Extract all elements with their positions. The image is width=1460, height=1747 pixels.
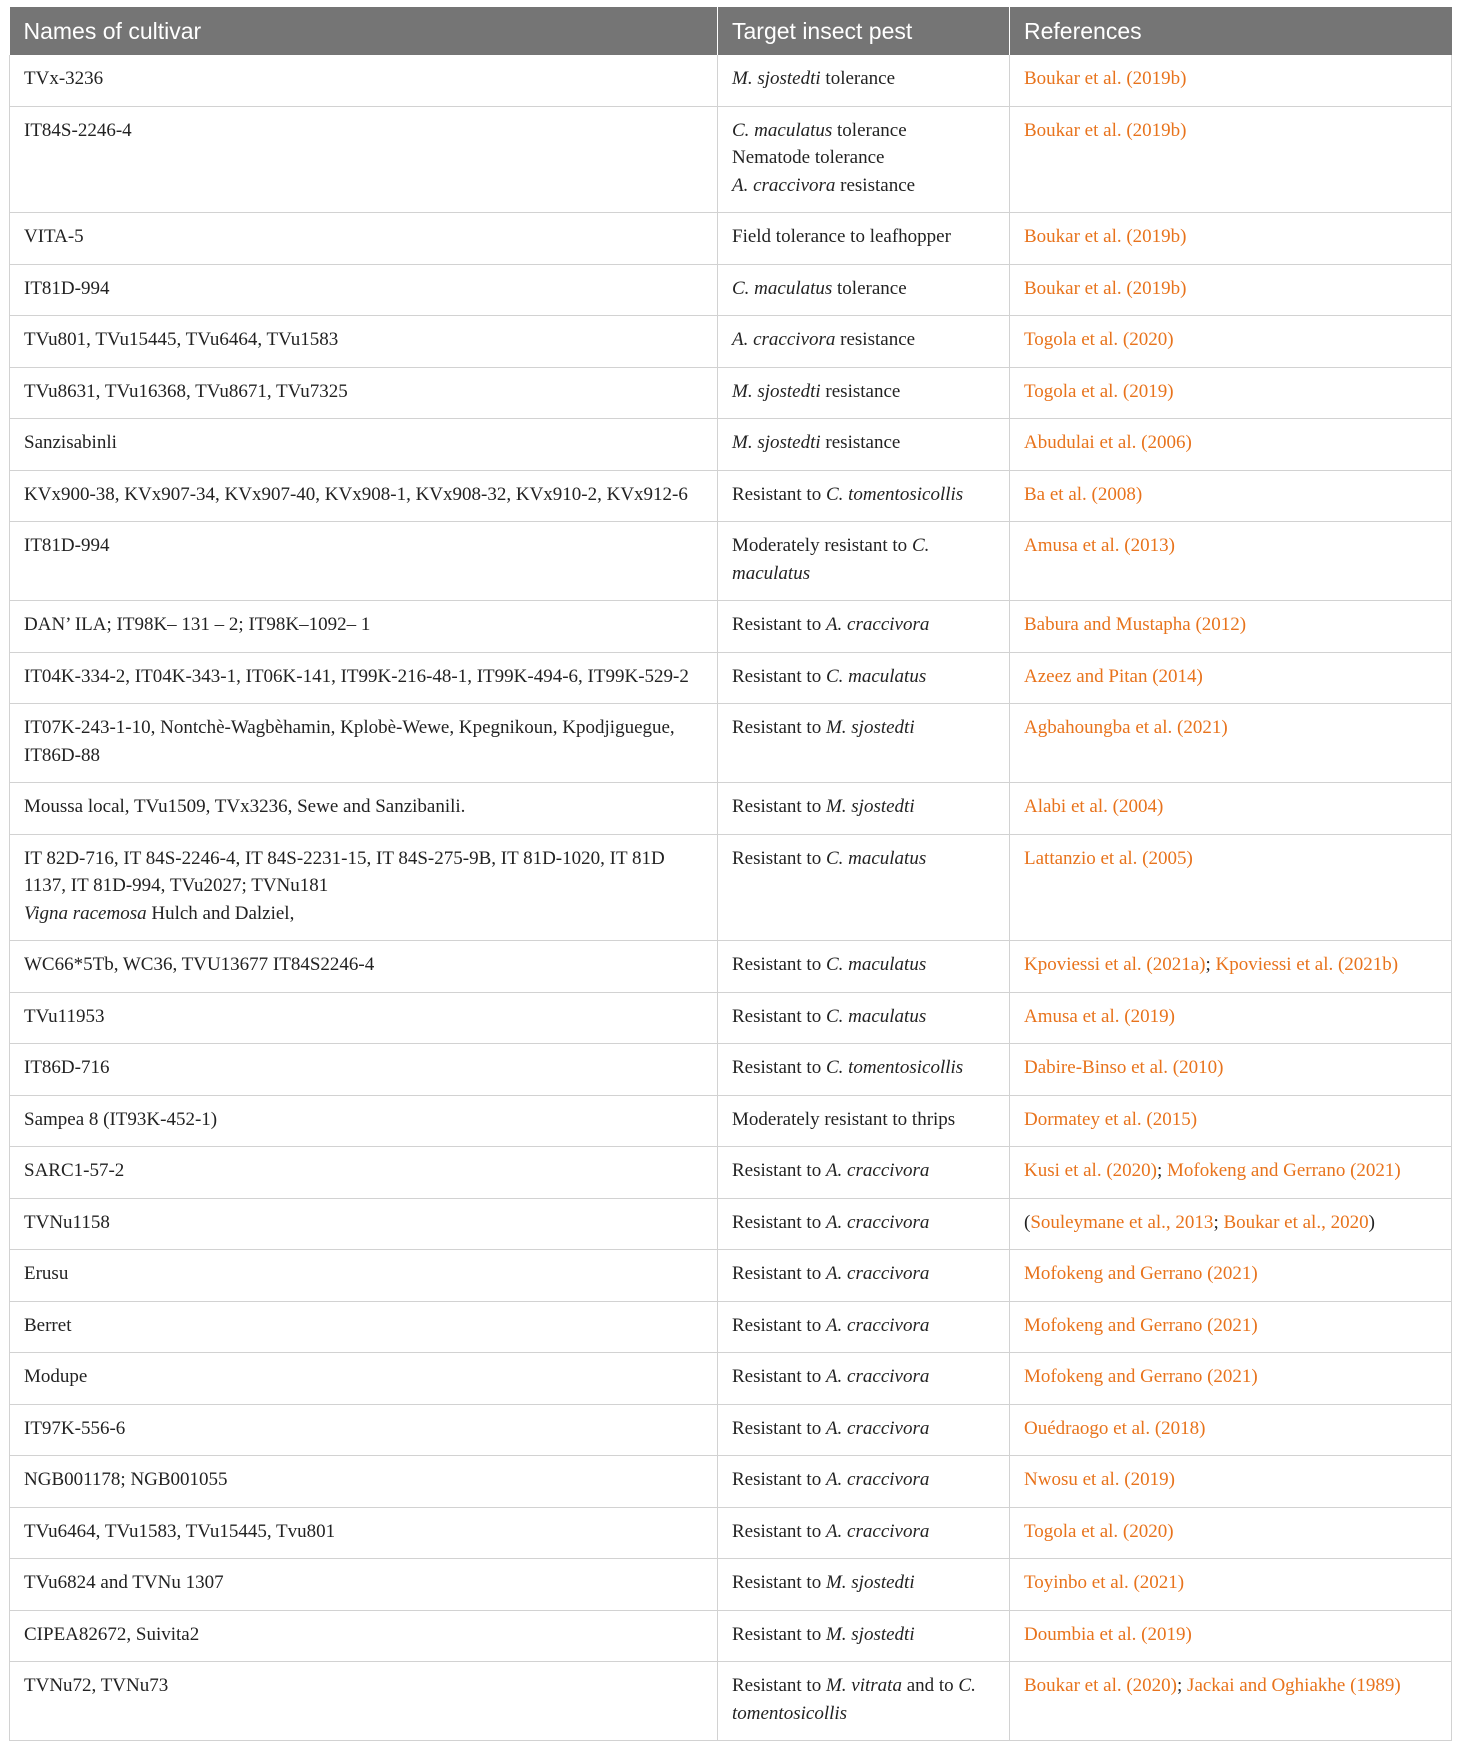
reference-link[interactable]: Boukar et al., 2020 [1223, 1211, 1369, 1233]
references-cell [1010, 1610, 1452, 1662]
references-cell [1010, 704, 1452, 783]
pest-text: Resistant to [732, 1314, 826, 1336]
reference-link[interactable]: Amusa et al. (2019) [1024, 1005, 1175, 1027]
table-row [10, 1507, 1452, 1559]
cultivar-cell [10, 1250, 718, 1302]
target-pest-cell [718, 55, 1010, 106]
table-row [10, 367, 1452, 419]
reference-link[interactable]: Ouédraogo et al. (2018) [1024, 1417, 1206, 1439]
references-cell [1010, 1198, 1452, 1250]
target-pest-cell [718, 1198, 1010, 1250]
pest-species: A. craccivora [825, 1520, 930, 1542]
pest-text: Resistant to [732, 1057, 826, 1078]
pest-text: Resistant to [732, 1263, 826, 1284]
cultivar-cell [10, 1044, 718, 1096]
target-pest-cell [718, 1301, 1010, 1353]
target-pest-cell [718, 652, 1010, 704]
references-cell [1010, 264, 1452, 316]
reference-link[interactable]: Dabire-Binso et al. (2010) [1024, 1057, 1224, 1078]
references-cell [1010, 601, 1452, 653]
pest-text: Resistant to [732, 483, 826, 505]
table-row [10, 1250, 1452, 1302]
reference-link[interactable]: Kpoviessi et al. (2021b) [1215, 954, 1399, 975]
pest-species: M. vitrata [825, 1675, 902, 1696]
references-cell [1010, 213, 1452, 265]
pest-line [732, 65, 995, 93]
references-cell [1010, 941, 1452, 993]
reference-link[interactable]: Agbahoungba et al. (2021) [1024, 717, 1228, 738]
cultivar-name: IT84S-2246-4 [24, 119, 132, 141]
pest-line [732, 429, 995, 457]
pest-line [732, 1312, 995, 1340]
cultivar-name: Moussa local, TVu1509, TVx3236, Sewe and Sanzibanili. [24, 796, 466, 817]
table-row [10, 1456, 1452, 1508]
reference-separator: ) [1368, 1211, 1375, 1233]
pest-line [732, 1003, 995, 1031]
pest-text: resistance [820, 432, 901, 453]
cultivar-cell [10, 1301, 718, 1353]
reference-link[interactable]: Boukar et al. (2020) [1024, 1675, 1178, 1696]
pest-line [732, 172, 995, 200]
cultivar-cell [10, 1559, 718, 1611]
cultivar-name: TVNu1158 [24, 1211, 110, 1233]
pest-species: C. maculatus [825, 847, 927, 869]
reference-link[interactable]: Boukar et al. (2019b) [1024, 226, 1187, 247]
table-row [10, 1044, 1452, 1096]
target-pest-cell [718, 783, 1010, 835]
references-cell [1010, 55, 1452, 106]
pest-species: C. tomentosicollis [825, 483, 964, 505]
table-body [10, 55, 1452, 1741]
cultivar-name: WC66*5Tb, WC36, TVU13677 IT84S2246-4 [24, 954, 375, 975]
target-pest-cell [718, 470, 1010, 522]
cultivar-name: Sampea 8 (IT93K-452-1) [24, 1108, 218, 1130]
references-cell [1010, 316, 1452, 368]
header-target-pest: Target insect pest [718, 7, 1010, 55]
pest-line [732, 1569, 995, 1597]
target-pest-cell [718, 1404, 1010, 1456]
pest-text: Resistant to [732, 614, 826, 635]
reference-separator: ; [1213, 1211, 1224, 1233]
reference-separator: ; [1177, 1675, 1188, 1696]
cultivar-name: KVx900-38, KVx907-34, KVx907-40, KVx908-1, KVx908-32, KVx910-2, KVx912-6 [24, 483, 688, 505]
pest-text: Resistant to [732, 1160, 826, 1181]
species-name: Vigna racemosa [24, 902, 147, 924]
cultivar-name: SARC1-57-2 [24, 1160, 125, 1181]
header-references: References [1010, 7, 1452, 55]
reference-link[interactable]: Dormatey et al. (2015) [1024, 1108, 1198, 1130]
target-pest-cell [718, 264, 1010, 316]
target-pest-cell [718, 834, 1010, 941]
target-pest-cell [718, 992, 1010, 1044]
pest-species: M. sjostedti [825, 717, 915, 738]
pest-species: A. craccivora [732, 174, 836, 196]
pest-text: Field tolerance to leafhopper [732, 226, 951, 247]
pest-species: C. tomentosicollis [732, 1675, 976, 1724]
references-cell [1010, 1404, 1452, 1456]
reference-link[interactable]: Mofokeng and Gerrano (2021) [1167, 1160, 1401, 1181]
cultivar-name: IT07K-243-1-10, Nontchè-Wagbèhamin, Kplobè-Wewe, Kpegnikoun, Kpodjiguegue, IT86D-88 [24, 717, 675, 766]
pest-text: Resistant to [732, 1417, 826, 1439]
pest-line [732, 1415, 995, 1443]
cultivar-cell [10, 992, 718, 1044]
pest-line [732, 1518, 995, 1546]
target-pest-cell [718, 419, 1010, 471]
cultivar-name: Sanzisabinli [24, 432, 117, 453]
reference-link[interactable]: Kusi et al. (2020) [1024, 1160, 1157, 1181]
reference-separator: ; [1205, 954, 1216, 975]
pest-text: resistance [835, 329, 916, 350]
pest-text: tolerance [832, 277, 907, 299]
references-cell [1010, 1095, 1452, 1147]
references-cell [1010, 1147, 1452, 1199]
reference-separator: ( [1024, 1211, 1031, 1233]
target-pest-cell [718, 1456, 1010, 1508]
pest-species: M. sjostedti [825, 1572, 915, 1593]
cultivar-cell [10, 367, 718, 419]
cultivar-name: Modupe [24, 1366, 88, 1387]
cultivar-name: CIPEA82672, Suivita2 [24, 1623, 200, 1645]
table-row [10, 522, 1452, 601]
table-row [10, 1404, 1452, 1456]
pest-line [732, 1466, 995, 1494]
pest-text: Resistant to [732, 796, 826, 817]
cultivar-cell [10, 1610, 718, 1662]
target-pest-cell [718, 1095, 1010, 1147]
target-pest-cell [718, 704, 1010, 783]
cultivar-cell [10, 522, 718, 601]
table-row [10, 470, 1452, 522]
table-row [10, 106, 1452, 213]
target-pest-cell [718, 1353, 1010, 1405]
pest-line [732, 1672, 995, 1727]
target-pest-cell [718, 1250, 1010, 1302]
reference-link[interactable]: Togola et al. (2020) [1024, 1520, 1174, 1542]
pest-line [732, 1621, 995, 1649]
cultivar-cell [10, 1198, 718, 1250]
table-row [10, 316, 1452, 368]
reference-link[interactable]: Abudulai et al. (2006) [1024, 432, 1192, 453]
target-pest-cell [718, 1147, 1010, 1199]
references-cell [1010, 652, 1452, 704]
target-pest-cell [718, 367, 1010, 419]
reference-link[interactable]: Mofokeng and Gerrano (2021) [1024, 1366, 1258, 1387]
pest-species: C. maculatus [732, 119, 833, 141]
reference-link[interactable]: Ba et al. (2008) [1024, 483, 1143, 505]
cultivar-name: Erusu [24, 1263, 69, 1284]
pest-text: Resistant to [732, 1211, 826, 1233]
reference-link[interactable]: Souleymane et al., 2013 [1030, 1211, 1214, 1233]
cultivar-name: TVx-3236 [24, 68, 104, 89]
references-cell [1010, 1456, 1452, 1508]
pest-line [732, 481, 995, 509]
cultivar-name: VITA-5 [24, 226, 84, 247]
pest-species: C. tomentosicollis [825, 1057, 964, 1078]
references-cell [1010, 1353, 1452, 1405]
table-row [10, 1662, 1452, 1741]
references-cell [1010, 1507, 1452, 1559]
pest-text: Resistant to [732, 1572, 826, 1593]
pest-text: Resistant to [732, 1005, 826, 1027]
references-cell [1010, 834, 1452, 941]
table-row [10, 601, 1452, 653]
pest-species: A. craccivora [825, 614, 930, 635]
table-row [10, 419, 1452, 471]
reference-link[interactable]: Togola et al. (2019) [1024, 380, 1174, 402]
cultivar-name: TVu6464, TVu1583, TVu15445, Tvu801 [24, 1520, 336, 1542]
pest-species: A. craccivora [732, 329, 836, 350]
references-cell [1010, 1250, 1452, 1302]
pest-line [732, 275, 995, 303]
pest-species: M. sjostedti [732, 380, 821, 402]
cultivar-cell [10, 213, 718, 265]
pest-species: C. maculatus [825, 954, 927, 975]
cultivar-cell [10, 470, 718, 522]
cultivar-cell [10, 1507, 718, 1559]
pest-text: Nematode tolerance [732, 147, 885, 168]
pest-line [732, 1363, 995, 1391]
cultivar-cell [10, 1353, 718, 1405]
reference-link[interactable]: Mofokeng and Gerrano (2021) [1024, 1314, 1258, 1336]
references-cell [1010, 783, 1452, 835]
cultivar-cell [10, 316, 718, 368]
cultivar-name: IT04K-334-2, IT04K-343-1, IT06K-141, IT99K-216-48-1, IT99K-494-6, IT99K-529-2 [24, 665, 689, 687]
table-row [10, 1301, 1452, 1353]
cultivar-cell [10, 601, 718, 653]
reference-link[interactable]: Nwosu et al. (2019) [1024, 1469, 1175, 1490]
reference-link[interactable]: Boukar et al. (2019b) [1024, 68, 1187, 89]
target-pest-cell [718, 1507, 1010, 1559]
table-row [10, 941, 1452, 993]
pest-line [732, 1209, 995, 1237]
cultivar-name: IT 82D-716, IT 84S-2246-4, IT 84S-2231-15, IT 84S-275-9B, IT 81D-1020, IT 81D 1137, IT 81D-994, TVu2027; TVNu181 [24, 847, 665, 896]
cultivar-name: IT97K-556-6 [24, 1417, 126, 1439]
reference-link[interactable]: Toyinbo et al. (2021) [1024, 1572, 1185, 1593]
references-cell [1010, 1044, 1452, 1096]
reference-link[interactable]: Amusa et al. (2013) [1024, 535, 1175, 556]
cultivar-cell [10, 264, 718, 316]
cultivar-name: TVu6824 and TVNu 1307 [24, 1572, 224, 1593]
pest-species: M. sjostedti [825, 1623, 915, 1645]
pest-line [732, 951, 995, 979]
pest-text: Resistant to [732, 847, 826, 869]
references-cell [1010, 522, 1452, 601]
table-row [10, 834, 1452, 941]
pest-species: A. craccivora [825, 1366, 930, 1387]
target-pest-cell [718, 601, 1010, 653]
cultivar-cell [10, 1404, 718, 1456]
cultivar-cell [10, 652, 718, 704]
pest-line [732, 1106, 995, 1134]
reference-link[interactable]: Jackai and Oghiakhe (1989) [1187, 1675, 1401, 1696]
reference-separator: ; [1156, 1160, 1168, 1181]
table-row [10, 1095, 1452, 1147]
cultivar-table [9, 7, 1452, 1741]
cultivar-cell [10, 1456, 718, 1508]
target-pest-cell [718, 1662, 1010, 1741]
cultivar-cell [10, 55, 718, 106]
cultivar-cell [10, 1662, 718, 1741]
reference-link[interactable]: Doumbia et al. (2019) [1024, 1623, 1192, 1645]
reference-link[interactable]: Boukar et al. (2019b) [1024, 277, 1187, 299]
pest-text: tolerance [820, 68, 896, 89]
table-row [10, 264, 1452, 316]
table-row [10, 704, 1452, 783]
cultivar-cell [10, 1147, 718, 1199]
table-row [10, 1147, 1452, 1199]
cultivar-name: NGB001178; NGB001055 [24, 1469, 228, 1490]
pest-text: Resistant to [732, 665, 826, 687]
pest-line [732, 144, 995, 172]
reference-link[interactable]: Babura and Mustapha (2012) [1024, 614, 1247, 635]
pest-text: tolerance [832, 119, 907, 141]
pest-species: A. craccivora [825, 1160, 930, 1181]
pest-line [732, 845, 995, 873]
pest-species: A. craccivora [825, 1314, 930, 1336]
pest-species: C. maculatus [732, 277, 833, 299]
pest-line [732, 663, 995, 691]
references-cell [1010, 1662, 1452, 1741]
header-cultivar: Names of cultivar [10, 7, 718, 55]
cultivar-cell [10, 106, 718, 213]
pest-species: M. sjostedti [732, 432, 821, 453]
target-pest-cell [718, 522, 1010, 601]
cultivar-name-rest: Hulch and Dalziel, [146, 902, 295, 924]
pest-species: C. maculatus [825, 665, 927, 687]
pest-text: Resistant to [732, 1623, 826, 1645]
pest-text: Resistant to [732, 1469, 826, 1490]
reference-link[interactable]: Lattanzio et al. (2005) [1024, 847, 1193, 869]
reference-link[interactable]: Boukar et al. (2019b) [1024, 119, 1187, 141]
cultivar-name: TVNu72, TVNu73 [24, 1675, 169, 1696]
table-row [10, 783, 1452, 835]
reference-link[interactable]: Togola et al. (2020) [1024, 329, 1174, 350]
target-pest-cell [718, 941, 1010, 993]
references-cell [1010, 367, 1452, 419]
table-row [10, 1559, 1452, 1611]
cultivar-name: IT81D-994 [24, 535, 110, 556]
references-cell [1010, 470, 1452, 522]
references-cell [1010, 106, 1452, 213]
pest-species: A. craccivora [825, 1417, 930, 1439]
references-cell [1010, 419, 1452, 471]
pest-text: and to [901, 1675, 959, 1696]
table-row [10, 1353, 1452, 1405]
pest-text: resistance [835, 174, 916, 196]
pest-species: A. craccivora [825, 1469, 930, 1490]
pest-line [732, 1054, 995, 1082]
pest-line [732, 117, 995, 145]
cultivar-name: TVu801, TVu15445, TVu6464, TVu1583 [24, 329, 339, 350]
pest-species: C. maculatus [732, 535, 930, 584]
target-pest-cell [718, 316, 1010, 368]
pest-text: Resistant to [732, 1675, 826, 1696]
pest-line [732, 1260, 995, 1288]
pest-line [732, 326, 995, 354]
table-row [10, 1610, 1452, 1662]
reference-link[interactable]: Mofokeng and Gerrano (2021) [1024, 1263, 1258, 1284]
cultivar-cell [10, 783, 718, 835]
table-row [10, 1198, 1452, 1250]
pest-line [732, 223, 995, 251]
pest-species: A. craccivora [825, 1263, 930, 1284]
pest-text: Resistant to [732, 1520, 826, 1542]
pest-text: Moderately resistant to thrips [732, 1108, 956, 1130]
table-row [10, 652, 1452, 704]
reference-link[interactable]: Alabi et al. (2004) [1024, 796, 1164, 817]
pest-text: Resistant to [732, 1366, 826, 1387]
target-pest-cell [718, 1044, 1010, 1096]
pest-line [732, 793, 995, 821]
pest-line [732, 611, 995, 639]
cultivar-cell [10, 941, 718, 993]
cultivar-name: TVu8631, TVu16368, TVu8671, TVu7325 [24, 380, 348, 402]
pest-species: M. sjostedti [825, 796, 915, 817]
target-pest-cell [718, 213, 1010, 265]
cultivar-cell [10, 834, 718, 941]
table-header-row [10, 7, 1452, 55]
table-row [10, 992, 1452, 1044]
cultivar-cell [10, 1095, 718, 1147]
target-pest-cell [718, 1559, 1010, 1611]
pest-text: Resistant to [732, 954, 826, 975]
pest-line [732, 714, 995, 742]
cultivar-name: Berret [24, 1314, 72, 1336]
pest-species: M. sjostedti [732, 68, 821, 89]
pest-text: resistance [820, 380, 901, 402]
pest-line [732, 532, 995, 587]
cultivar-name: IT86D-716 [24, 1057, 110, 1078]
pest-text: Resistant to [732, 717, 826, 738]
cultivar-name: IT81D-994 [24, 277, 110, 299]
references-cell [1010, 1301, 1452, 1353]
pest-species: C. maculatus [825, 1005, 927, 1027]
reference-link[interactable]: Kpoviessi et al. (2021a) [1024, 954, 1206, 975]
cultivar-cell [10, 704, 718, 783]
pest-line [732, 1157, 995, 1185]
pest-line [732, 378, 995, 406]
pest-text: Moderately resistant to [732, 535, 912, 556]
references-cell [1010, 992, 1452, 1044]
table-row [10, 55, 1452, 106]
reference-link[interactable]: Azeez and Pitan (2014) [1024, 665, 1203, 687]
cultivar-cell [10, 419, 718, 471]
table-row [10, 213, 1452, 265]
target-pest-cell [718, 106, 1010, 213]
pest-species: A. craccivora [825, 1211, 930, 1233]
references-cell [1010, 1559, 1452, 1611]
cultivar-name: DAN’ ILA; IT98K– 131 – 2; IT98K–1092– 1 [24, 614, 371, 635]
cultivar-name: TVu11953 [24, 1005, 105, 1027]
target-pest-cell [718, 1610, 1010, 1662]
